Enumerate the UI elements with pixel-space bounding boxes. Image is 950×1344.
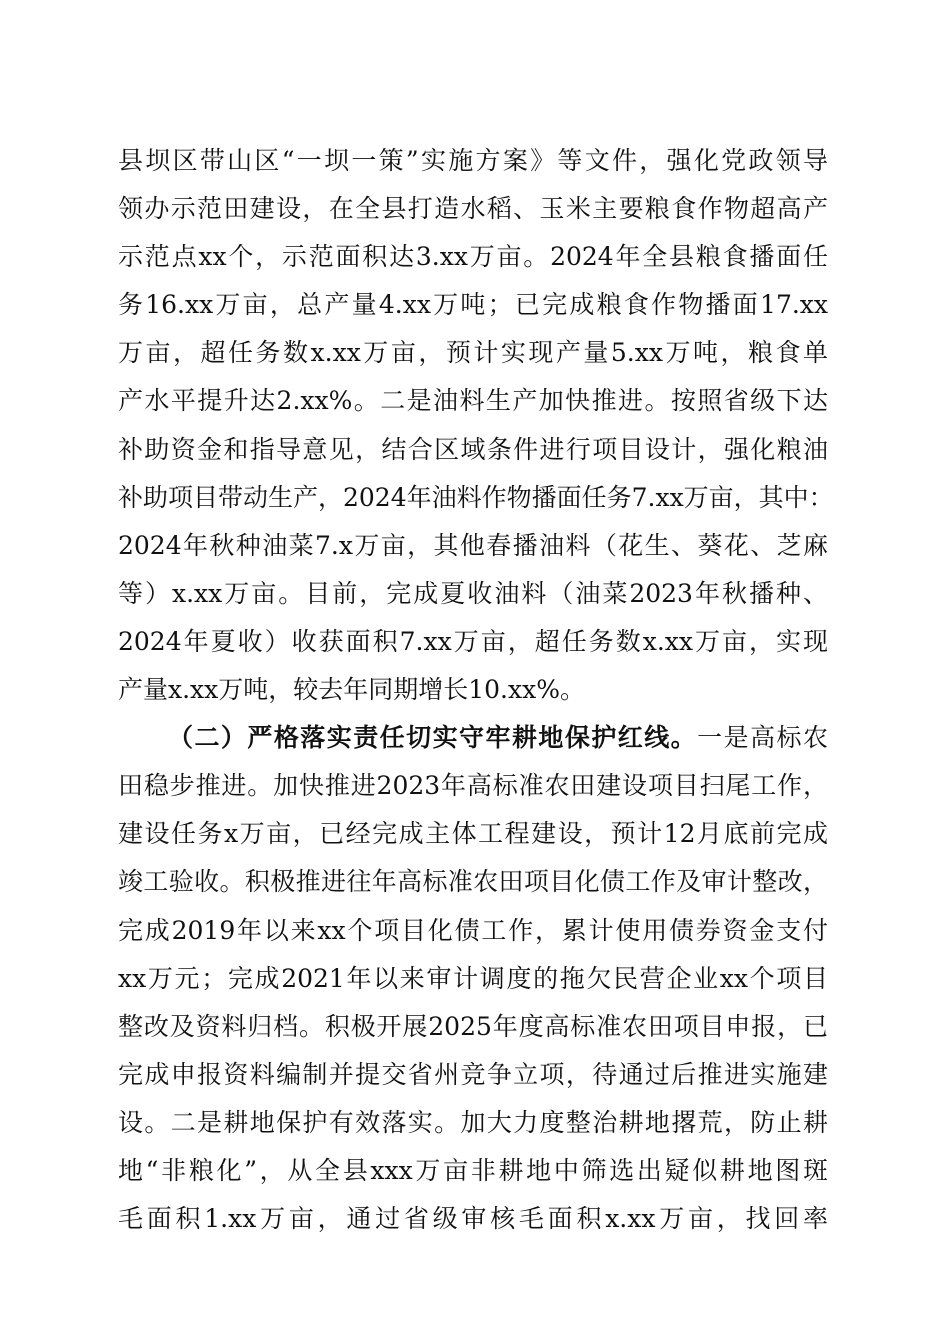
text-line: 务16.xx万亩，总产量4.xx万吨；已完成粮食作物播面17.xx [118, 290, 828, 320]
section-heading: （二）严格落实责任切实守牢耕地保护红线。 [168, 723, 698, 753]
body-text [118, 137, 834, 1243]
text-line: 万亩，超任务数x.xx万亩，预计实现产量5.xx万吨，粮食单 [118, 338, 828, 368]
heading-line-text: 一是高标农 [697, 723, 828, 753]
text-line: 示范点xx个，示范面积达3.xx万亩。2024年全县粮食播面任 [118, 242, 828, 272]
paragraph-farmland-protection [118, 714, 828, 1243]
text-line: 设。二是耕地保护有效落实。加大力度整治耕地撂荒，防止耕 [118, 1107, 828, 1137]
text-line: 补助资金和指导意见，结合区域条件进行项目设计，强化粮油 [118, 434, 828, 464]
text-line: 县坝区带山区“一坝一策”实施方案》等文件，强化党政领导 [118, 146, 828, 175]
text-line: 竣工验收。积极推进往年高标准农田项目化债工作及审计整改， [118, 867, 828, 897]
text-line: 2024年夏收）收获面积7.xx万亩，超任务数x.xx万亩，实现 [118, 626, 828, 656]
text-line: 建设任务x万亩，已经完成主体工程建设，预计12月底前完成 [118, 819, 828, 849]
text-line: 2024年秋种油菜7.x万亩，其他春播油料（花生、葵花、芝麻 [118, 530, 828, 560]
text-line: xx万元；完成2021年以来审计调度的拖欠民营企业xx个项目 [118, 963, 828, 993]
text-line: 产量x.xx万吨，较去年同期增长10.xx%。 [118, 675, 585, 705]
text-line: 地“非粮化”，从全县xxx万亩非耕地中筛选出疑似耕地图斑 [118, 1155, 828, 1185]
text-line: 毛面积1.xx万亩，通过省级审核毛面积x.xx万亩，找回率 [118, 1204, 828, 1234]
text-line: 领办示范田建设，在全县打造水稻、玉米主要粮食作物超高产 [118, 194, 828, 224]
text-line: 等）x.xx万亩。目前，完成夏收油料（油菜2023年秋播种、 [118, 578, 828, 608]
paragraph-grain-oil-production [118, 137, 834, 714]
text-line: 完成申报资料编制并提交省州竞争立项，待通过后推进实施建 [118, 1059, 828, 1089]
text-line: 补助项目带动生产，2024年油料作物播面任务7.xx万亩，其中： [118, 482, 834, 512]
text-line: 田稳步推进。加快推进2023年高标准农田建设项目扫尾工作， [118, 771, 828, 801]
section-heading-line [118, 714, 828, 762]
text-line: 整改及资料归档。积极开展2025年度高标准农田项目申报，已 [118, 1011, 828, 1041]
text-line: 产水平提升达2.xx%。二是油料生产加快推进。按照省级下达 [118, 386, 828, 416]
text-line: 完成2019年以来xx个项目化债工作，累计使用债券资金支付 [118, 915, 828, 945]
